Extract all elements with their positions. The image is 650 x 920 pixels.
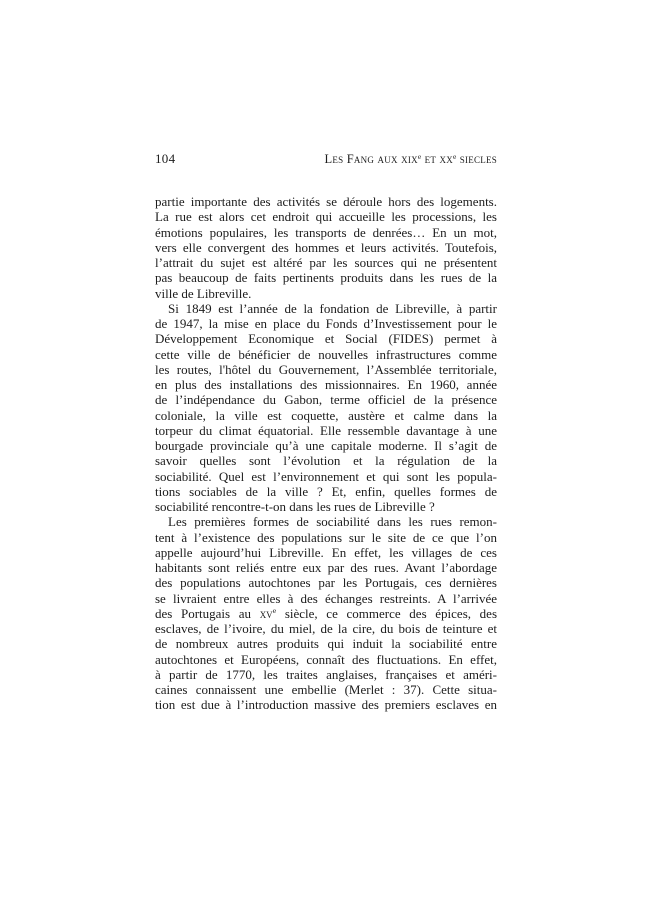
text-segment: en plus des installations des missionnaires. En 1960, année	[155, 377, 497, 392]
running-title	[324, 152, 497, 168]
text-line	[155, 591, 497, 606]
text-segment: caines connaissent une embellie (Merlet : 37). Cette situa-	[155, 682, 497, 697]
text-line	[155, 438, 497, 453]
text-line	[155, 453, 497, 468]
text-segment: appelle aujourd’hui Libreville. En effet, les villages de ces	[155, 544, 497, 560]
text-segment: vers elle convergent des hommes et leurs activités. Toutefois,	[155, 239, 497, 255]
text-line	[155, 240, 497, 255]
text-segment: l’attrait du sujet est altéré par les sources qui ne présentent	[155, 255, 497, 270]
text-line	[155, 606, 497, 621]
paragraph	[155, 514, 497, 712]
text-segment: se livraient entre elles à des échanges restreints. A l’arrivée	[155, 590, 497, 606]
text-line	[155, 347, 497, 362]
text-segment: pas beaucoup de faits pertinents produits dans les rues de la	[155, 270, 497, 286]
text-line	[155, 652, 497, 667]
superscript-text: e	[417, 151, 422, 161]
text-segment: coloniale, la ville est coquette, austère et calme dans la	[155, 407, 497, 423]
text-segment: émotions populaires, les transports de denrées… En un mot,	[155, 224, 497, 240]
text-body	[155, 194, 497, 713]
text-segment: des populations autochtones par les Portugais, ces dernières	[155, 575, 497, 591]
text-line	[155, 530, 497, 545]
text-segment: tions sociables de la ville ? Et, enfin, quelles formes de	[155, 483, 497, 499]
text-segment: La rue est alors cet endroit qui accueille les processions, les	[155, 209, 497, 225]
text-line	[155, 697, 497, 712]
text-segment: à partir de 1770, les traites anglaises, françaises et améri-	[155, 666, 497, 682]
text-line	[155, 560, 497, 575]
text-line	[155, 636, 497, 651]
text-segment: de l’indépendance du Gabon, terme officiel de la présence	[155, 392, 497, 408]
text-segment: sociabilité. Quel est l’environnement et qui sont les popula-	[155, 468, 497, 484]
text-segment: les routes, l'hôtel du Gouvernement, l’Assemblée territoriale,	[155, 361, 497, 377]
superscript-text: e	[272, 606, 277, 616]
text-segment: siecles	[456, 152, 497, 166]
text-segment: de 1947, la mise en place du Fonds d’Investissement pour le	[155, 316, 497, 331]
text-segment: Si 1849 est l’année de la fondation de Libreville, à partir	[168, 300, 497, 316]
text-line	[155, 255, 497, 270]
superscript-text: e	[453, 151, 457, 161]
text-line	[155, 423, 497, 438]
text-segment: Les Fang aux xix	[324, 152, 418, 166]
text-line	[155, 575, 497, 590]
page-header	[155, 151, 497, 168]
page-number: 104	[155, 151, 176, 166]
text-segment: Développement Economique et Social (FIDES) permet à	[155, 331, 497, 347]
text-segment: cette ville de bénéficier de nouvelles infrastructures comme	[155, 346, 497, 362]
text-segment: tent à l’existence des populations sur le site de ce que l’on	[155, 529, 497, 545]
text-segment: de nombreux autres produits qui induit la sociabilité entre	[155, 636, 497, 652]
text-line	[155, 194, 497, 209]
text-line	[155, 316, 497, 331]
paragraph	[155, 301, 497, 515]
text-line	[155, 392, 497, 407]
text-segment: esclaves, de l’ivoire, du miel, de la cire, du bois de teinture et	[155, 621, 497, 636]
text-line	[155, 667, 497, 682]
text-segment: torpeur du climat équatorial. Elle ressemble davantage à une	[155, 422, 497, 438]
text-segment: tion est due à l’introduction massive des premiers esclaves en	[155, 697, 497, 713]
text-segment: partie importante des activités se déroule hors des logements.	[155, 194, 497, 209]
text-line	[155, 499, 497, 514]
text-segment: siècle, ce commerce des épices, des	[276, 605, 497, 621]
text-line	[155, 621, 497, 636]
text-line	[155, 331, 497, 346]
text-line	[155, 286, 497, 301]
text-line	[155, 469, 497, 484]
text-segment: autochtones et Européens, connaît des fluctuations. En effet,	[155, 651, 497, 667]
paragraph	[155, 194, 497, 301]
text-line	[155, 377, 497, 392]
text-segment: Les premières formes de sociabilité dans les rues remon-	[168, 514, 497, 530]
text-line	[155, 270, 497, 285]
text-line	[155, 362, 497, 377]
text-line	[155, 209, 497, 224]
text-line	[155, 514, 497, 529]
text-line	[155, 225, 497, 240]
text-segment: ville de Libreville.	[155, 285, 252, 301]
text-line	[155, 682, 497, 697]
text-segment: bourgade provinciale qu’à une capitale moderne. Il s’agit de	[155, 438, 497, 453]
text-segment: des Portugais au	[155, 605, 260, 621]
text-segment: savoir quelles sont l’évolution et la régulation de la	[155, 453, 497, 469]
text-segment: xv	[259, 605, 273, 621]
text-line	[155, 301, 497, 316]
text-line	[155, 545, 497, 560]
text-segment: et xx	[421, 152, 454, 166]
text-line	[155, 408, 497, 423]
text-segment: sociabilité rencontre-t-on dans les rues de Libreville ?	[155, 499, 435, 514]
text-line	[155, 484, 497, 499]
text-segment: habitants sont reliés entre eux par des rues. Avant l’abordage	[155, 560, 497, 575]
